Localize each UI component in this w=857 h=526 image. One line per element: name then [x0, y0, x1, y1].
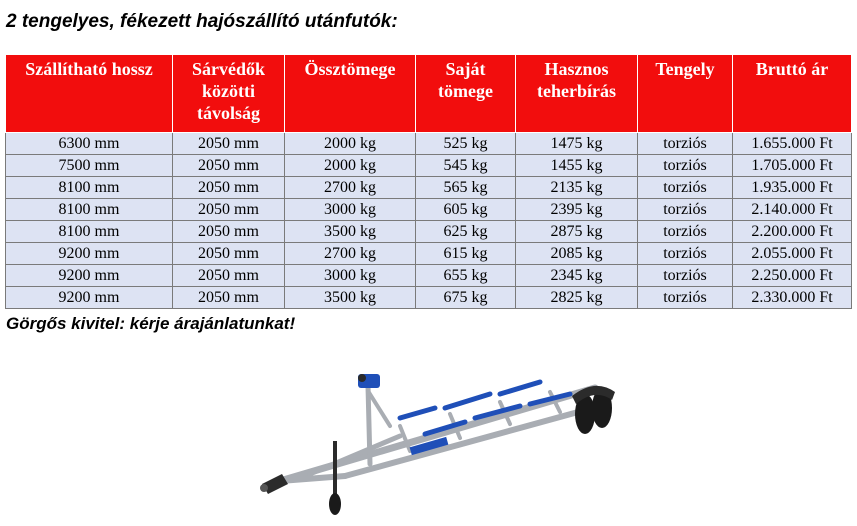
cell-fender-distance: 2050 mm — [173, 243, 285, 265]
cell-price: 1.655.000 Ft — [733, 133, 852, 155]
cell-price: 2.330.000 Ft — [733, 287, 852, 309]
table-row — [6, 199, 852, 221]
trailer-bunks — [400, 382, 570, 434]
cell-payload: 2345 kg — [516, 265, 638, 287]
col-header-gross-weight: Össztömege — [285, 55, 416, 133]
cell-price: 1.705.000 Ft — [733, 155, 852, 177]
cell-length: 6300 mm — [6, 133, 173, 155]
table-row — [6, 221, 852, 243]
cell-axle: torziós — [638, 287, 733, 309]
cell-axle: torziós — [638, 243, 733, 265]
trailer-wheels — [572, 386, 615, 434]
cell-fender-distance: 2050 mm — [173, 265, 285, 287]
table-row — [6, 287, 852, 309]
cell-gross-weight: 2000 kg — [285, 133, 416, 155]
cell-price: 2.200.000 Ft — [733, 221, 852, 243]
col-header-fender-distance: Sárvédők közötti távolság — [173, 55, 285, 133]
boat-trailer-image — [250, 356, 620, 522]
cell-fender-distance: 2050 mm — [173, 221, 285, 243]
trailer-winch — [358, 374, 380, 388]
cell-price: 2.250.000 Ft — [733, 265, 852, 287]
cell-gross-weight: 3000 kg — [285, 199, 416, 221]
cell-axle: torziós — [638, 177, 733, 199]
footnote-roller-version: Görgős kivitel: kérje árajánlatunkat! — [6, 314, 296, 333]
cell-price: 2.140.000 Ft — [733, 199, 852, 221]
cell-axle: torziós — [638, 155, 733, 177]
cell-gross-weight: 2700 kg — [285, 177, 416, 199]
cell-own-weight: 525 kg — [416, 133, 516, 155]
col-header-price: Bruttó ár — [733, 55, 852, 133]
cell-own-weight: 605 kg — [416, 199, 516, 221]
cell-price: 2.055.000 Ft — [733, 243, 852, 265]
cell-length: 8100 mm — [6, 177, 173, 199]
col-header-axle: Tengely — [638, 55, 733, 133]
cell-gross-weight: 2700 kg — [285, 243, 416, 265]
cell-axle: torziós — [638, 221, 733, 243]
cell-fender-distance: 2050 mm — [173, 133, 285, 155]
cell-own-weight: 655 kg — [416, 265, 516, 287]
trailer-coupling — [260, 474, 288, 494]
cell-length: 8100 mm — [6, 199, 173, 221]
cell-length: 8100 mm — [6, 221, 173, 243]
table-header-row — [6, 55, 852, 133]
cell-fender-distance: 2050 mm — [173, 177, 285, 199]
cell-own-weight: 625 kg — [416, 221, 516, 243]
page-heading: 2 tengelyes, fékezett hajószállító utánfutók: — [6, 11, 398, 32]
col-header-payload: Hasznos teherbírás — [516, 55, 638, 133]
cell-fender-distance: 2050 mm — [173, 199, 285, 221]
cell-payload: 1475 kg — [516, 133, 638, 155]
cell-own-weight: 545 kg — [416, 155, 516, 177]
cell-length: 9200 mm — [6, 243, 173, 265]
price-table — [5, 54, 852, 309]
col-header-own-weight: Saját tömege — [416, 55, 516, 133]
cell-own-weight: 615 kg — [416, 243, 516, 265]
col-header-length: Szállítható hossz — [6, 55, 173, 133]
cell-payload: 1455 kg — [516, 155, 638, 177]
table-row — [6, 265, 852, 287]
cell-gross-weight: 3500 kg — [285, 287, 416, 309]
cell-gross-weight: 3000 kg — [285, 265, 416, 287]
cell-own-weight: 565 kg — [416, 177, 516, 199]
table-row — [6, 155, 852, 177]
cell-axle: torziós — [638, 133, 733, 155]
cell-payload: 2875 kg — [516, 221, 638, 243]
table-row — [6, 177, 852, 199]
cell-length: 9200 mm — [6, 265, 173, 287]
cell-fender-distance: 2050 mm — [173, 287, 285, 309]
table-row — [6, 133, 852, 155]
cell-gross-weight: 2000 kg — [285, 155, 416, 177]
cell-payload: 2085 kg — [516, 243, 638, 265]
cell-payload: 2135 kg — [516, 177, 638, 199]
cell-price: 1.935.000 Ft — [733, 177, 852, 199]
table-row — [6, 243, 852, 265]
cell-axle: torziós — [638, 199, 733, 221]
cell-length: 9200 mm — [6, 287, 173, 309]
cell-gross-weight: 3500 kg — [285, 221, 416, 243]
cell-payload: 2395 kg — [516, 199, 638, 221]
cell-length: 7500 mm — [6, 155, 173, 177]
cell-fender-distance: 2050 mm — [173, 155, 285, 177]
cell-axle: torziós — [638, 265, 733, 287]
cell-payload: 2825 kg — [516, 287, 638, 309]
cell-own-weight: 675 kg — [416, 287, 516, 309]
